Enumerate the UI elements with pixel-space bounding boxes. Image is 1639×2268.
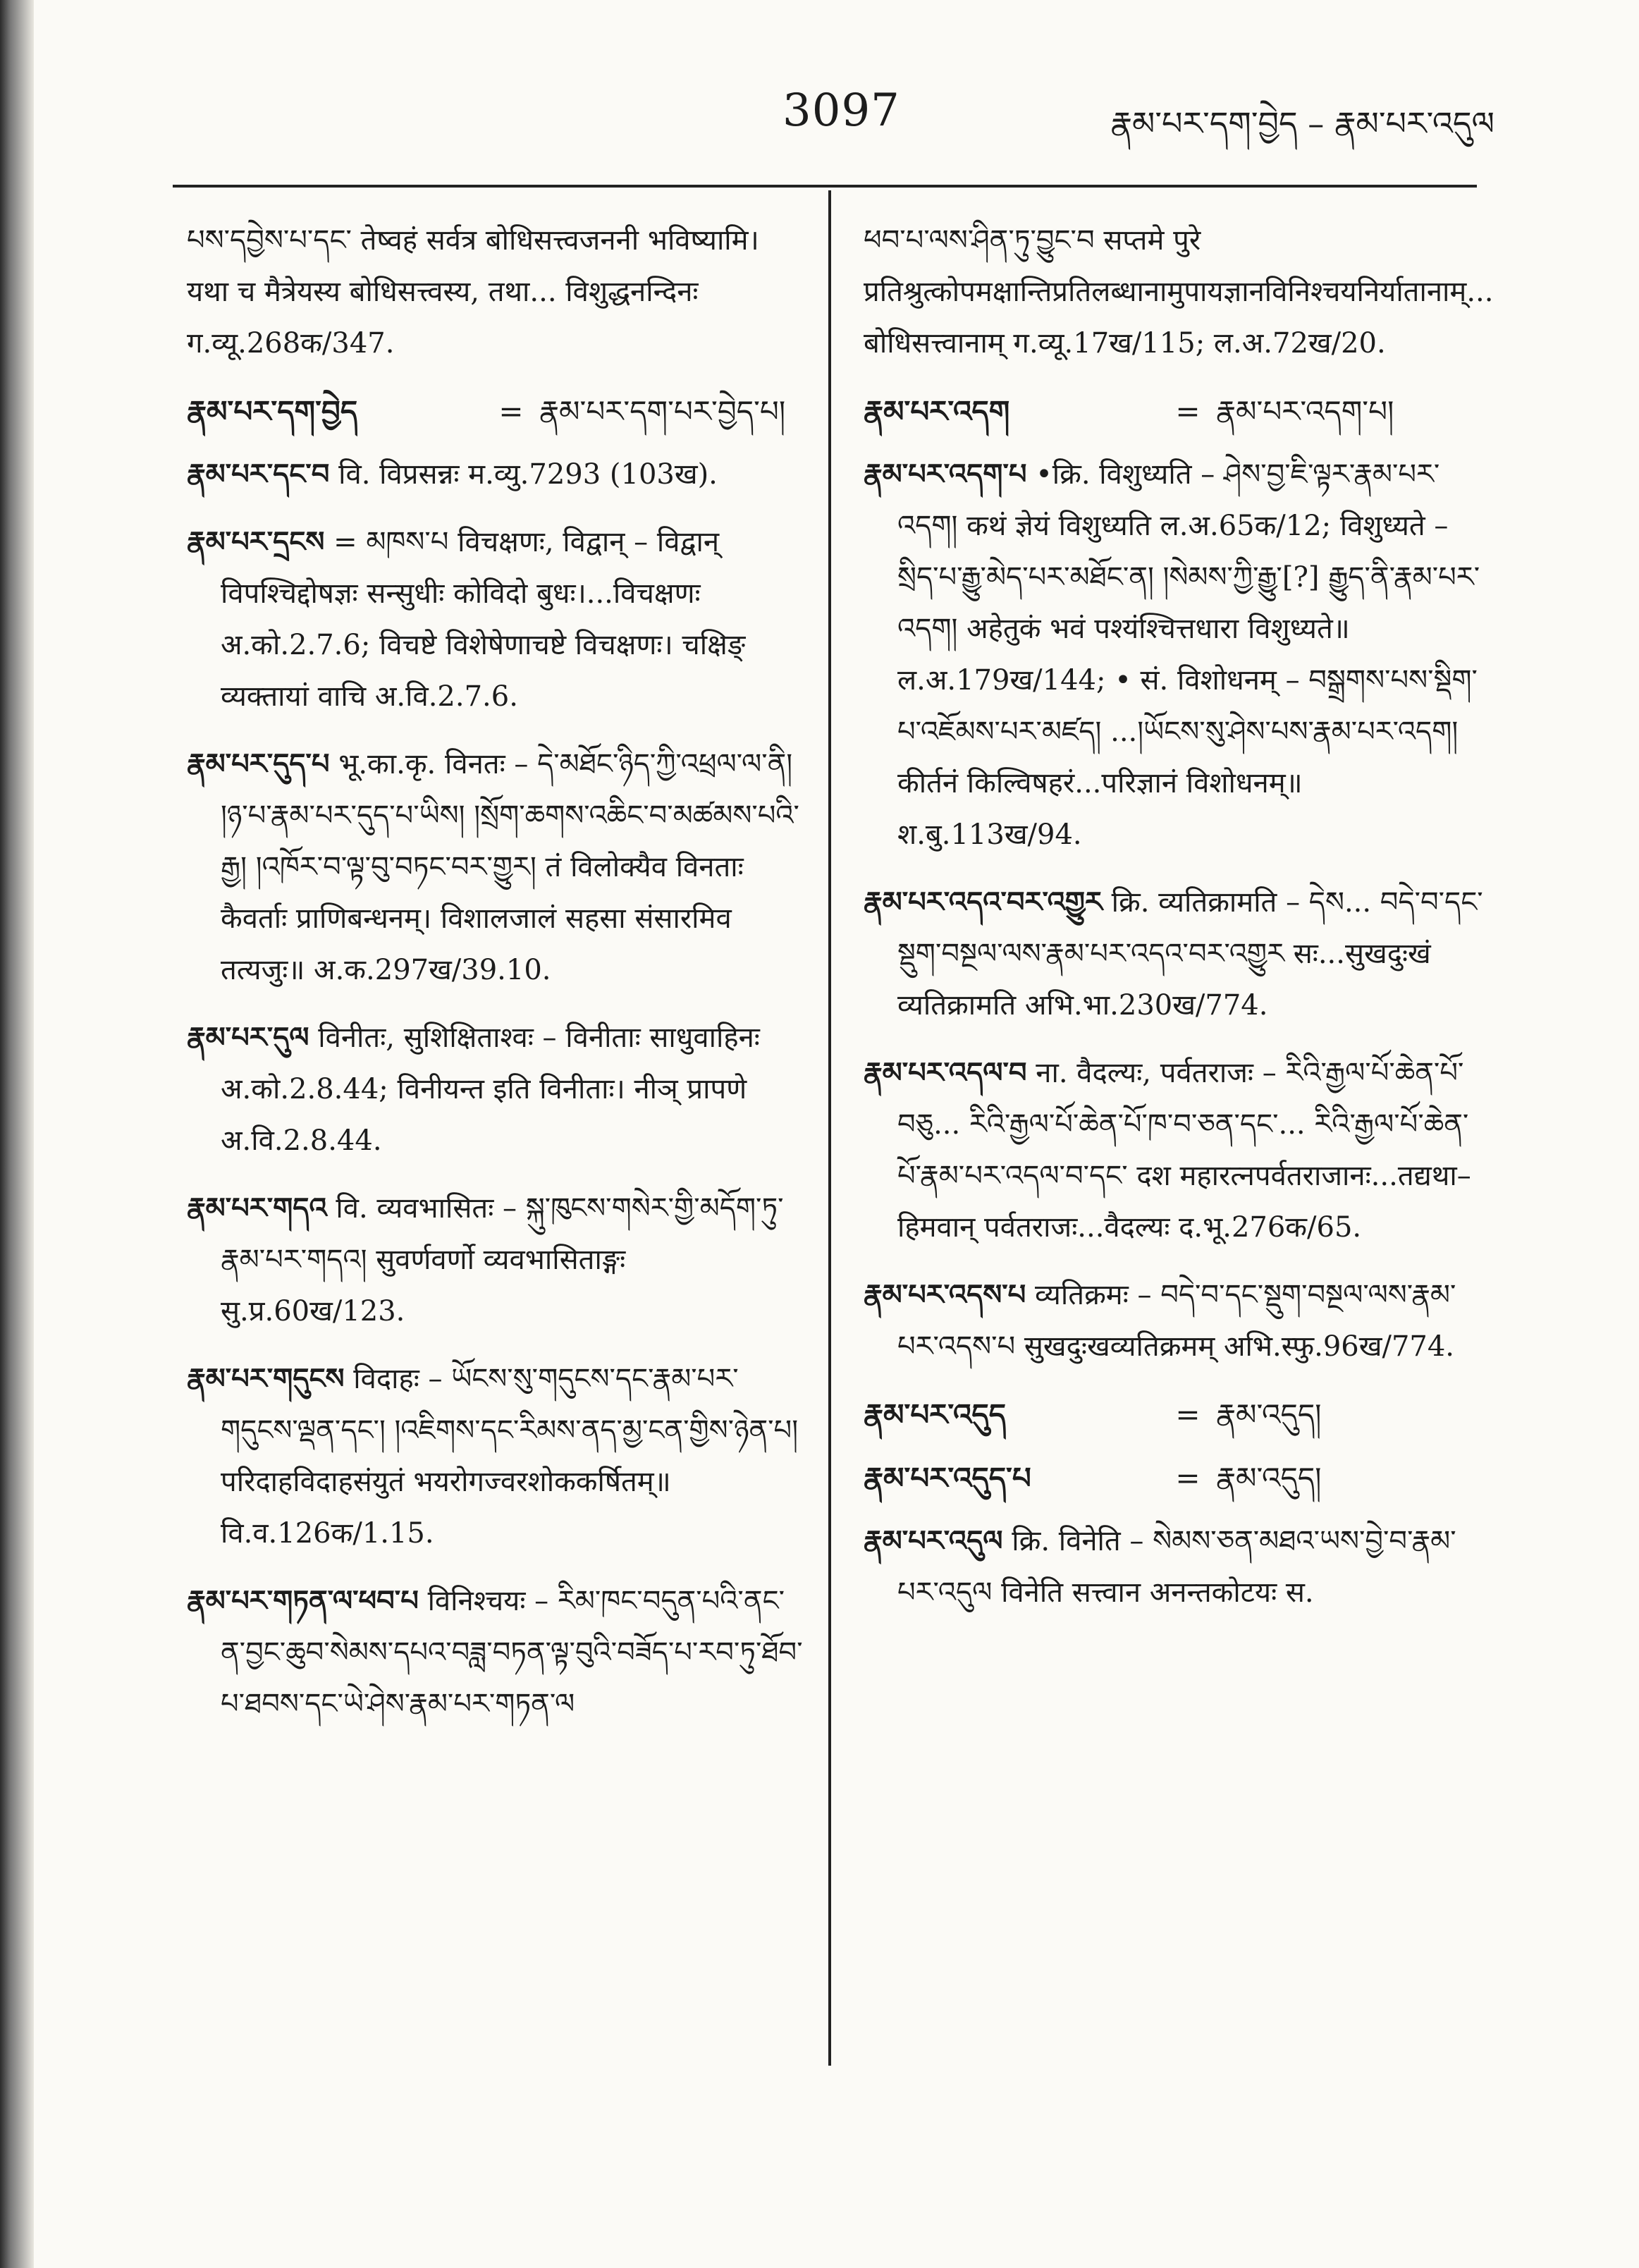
page-number: 3097 [782,85,900,137]
column-divider [828,190,831,2066]
entry-headword: རྣམ་པར་འདུད་པ [864,1461,1031,1495]
entry-headword: རྣམ་པར་འདག་པ [864,458,1027,491]
cross-reference-target: རྣམ་འདུད། [1216,1397,1322,1432]
cross-reference-entry [187,385,807,439]
equals-sign: = [1175,1397,1201,1432]
entry-definition: विदाहः – ཡོངས་སུ་གདུངས་དང་རྣམ་པར་གདུངས་ལྡན་དང་། །འཇིགས་དང་རིམས་ནད་མྱ་ངན་གྱིས་ཉེན་པ། परिदाहविदाहसंयुतं भयरोगज्वरशोककर्षितम्॥ वि.व.126क/1.15. [221,1363,799,1550]
dictionary-entry [187,738,807,996]
entry-paragraph [187,1575,807,1730]
entry-definition: क्रि. विनेति – སེམས་ཅན་མཐའ་ཡས་བྱེ་བ་རྣམ་པར་འདུལ विनेति सत्त्वान अनन्तकोटयः स. [897,1525,1456,1609]
dictionary-entry [864,1515,1484,1619]
entry-paragraph [864,448,1484,861]
entry-definition: विनीतः, सुशिक्षिताश्वः – विनीताः साधुवाहिनः अ.को.2.8.44; विनीयन्त इति विनीताः। नीञ् प्रापणे अ.वि.2.8.44. [221,1022,760,1157]
entry-definition: व्यतिक्रमः – བདེ་བ་དང་སྡུག་བསྔལ་ལས་རྣམ་པར་འདས་པ सुखदुःखव्यतिक्रमम् अभि.स्फु.96ख/774. [897,1279,1456,1363]
entry-paragraph [187,1182,807,1337]
dictionary-entry [187,1012,807,1167]
cross-reference-target: རྣམ་འདུད། [1216,1461,1322,1495]
cross-reference-target: རྣམ་པར་དག་པར་བྱེད་པ། [539,394,786,429]
entry-headword: རྣམ་པར་གཏན་ལ་ཕབ་པ [187,1584,419,1617]
entry-headword: རྣམ་པར་འདུལ [864,1524,1003,1557]
entry-paragraph [187,1012,807,1167]
entry-headword: རྣམ་པར་དུལ [187,1021,309,1054]
entry-definition: = མཁས་པ विचक्षणः, विद्वान् – विद्वान् विपश्चिद्दोषज्ञः सन्सुधीः कोविदो बुधः।...विचक्षणः अ.को.2.7.6; विचष्टे विशेषेणाचष्टे विचक्षणः। चक्षिङ् व्यक्तायां वाचि अ.वि.2.7.6. [221,526,746,713]
entry-definition: क्रि. व्यतिक्रामति – དེས... བདེ་བ་དང་སྡུག་བསྔལ་ལས་རྣམ་པར་འདའ་བར་འགྱུར सः...सुखदुःखं व्यतिक्रामति अभि.भा.230ख/774. [897,886,1483,1022]
cross-reference-entry [864,1452,1484,1505]
entry-definition: भू.का.कृ. विनतः – དེ་མཐོང་ཉིད་ཀྱི་འཕྲལ་ལ་ནི། །ཉ་པ་རྣམ་པར་དུད་པ་ཡིས། །སྲོག་ཆགས་འཆིང་བ་མཚམས་པའི་རྒྱ། །འཁོར་བ་ལྟ་བུ་བཏང་བར་གྱུར། तं विलोक्यैव विनताः कैवर्ताः प्राणिबन्धनम्। विशालजालं सहसा संसारमिव तत्यजुः॥ अ.क.297ख/39.10. [221,748,799,986]
entry-text: པས་དབྱེས་པ་དང་ तेष्वहं सर्वत्र बोधिसत्त्वजननी भविष्यामि। यथा च मैत्रेयस्य बोधिसत्त्वस्य, तथा... विशुद्धनन्दिनः ग.व्यू.268क/347. [187,224,759,360]
cross-reference-entry [864,385,1484,439]
entry-paragraph [187,738,807,996]
entry-headword: རྣམ་པར་དག་བྱེད [187,394,358,429]
entry-headword: རྣམ་པར་དུད་པ [187,747,330,780]
entry-definition: वि. व्यवभासितः – སྐུ་ཁུངས་གསེར་གྱི་མདོག་ཏུ་རྣམ་པར་གདའ། सुवर्णवर्णो व्यवभासिताङ्गः सु.प्र.60ख/123. [221,1192,784,1328]
entry-headword: རྣམ་པར་འདས་པ [864,1278,1026,1311]
dictionary-entry [864,448,1484,861]
equals-sign: = [1175,394,1201,429]
entry-text: ཕབ་པ་ལས་ཤིན་ཏུ་བྱུང་བ सप्तमे पुरे प्रतिश्रुत्कोपमक्षान्तिप्रतिलब्धानामुपायज्ञानविनिश्चयनिर्यातानाम्... बोधिसत्त्वानाम् ग.व्यू.17ख/115; ल.अ.72ख/20. [864,224,1494,360]
running-head: རྣམ་པར་དག་བྱེད – རྣམ་པར་འདུལ [1110,104,1494,142]
entry-definition: •क्रि. विशुध्यति – ཤེས་བྱ་ཇི་ལྟར་རྣམ་པར་འདག། कथं ज्ञेयं विशुध्यति ल.अ.65क/12; विशुध्यते – སྲིད་པ་རྒྱུ་མེད་པར་མཐོང་ན། །སེམས་ཀྱི་རྒྱུ་[?] རྒྱུད་ནི་རྣམ་པར་འདག། अहेतुकं भवं पश्यंश्चित्तधारा विशुध्यते॥ ल.अ.179ख/144; • सं. विशोधनम् – བསྒྲགས་པས་སྡིག་པ་འཇོམས་པར་མཛད། ...།ཡོངས་སུ་ཤེས་པས་རྣམ་པར་འདག། कीर्तनं किल्विषहरं...परिज्ञानं विशोधनम्॥ श.बु.113ख/94. [897,458,1480,851]
dictionary-entry [187,1353,807,1559]
entry-definition: ना. वैदल्यः, पर्वतराजः – རིའི་རྒྱལ་པོ་ཆེན་པོ་བཅུ... རིའི་རྒྱལ་པོ་ཆེན་པོ་ཁ་བ་ཅན་དང་... རིའི་རྒྱལ་པོ་ཆེན་པོ་རྣམ་པར་འདལ་བ་དང་ दश महारत्नपर्वतराजानः...तद्यथा–हिमवान् पर्वतराजः...वैदल्यः द.भू.276क/65. [897,1057,1471,1244]
cross-reference-target: རྣམ་པར་འདག་པ། [1216,394,1394,429]
entry-definition: विनिश्चयः – རིམ་ཁང་བདུན་པའི་ནང་ན་བྱང་ཆུབ་སེམས་དཔའ་བཟླ་བཏན་ལྟ་བུའི་བཟོད་པ་རབ་ཏུ་ཐོབ་པ་ཐབས་དང་ཡེ་ཤེས་རྣམ་པར་གཏན་ལ [221,1585,803,1720]
left-column [187,215,807,1746]
entry-paragraph [864,1515,1484,1619]
entry-headword: རྣམ་པར་འདག [864,394,1010,429]
dictionary-entry [187,1182,807,1337]
entry-headword: རྣམ་པར་འདའ་བར་འགྱུར [864,885,1103,919]
dictionary-entry [864,1047,1484,1253]
scan-binding-edge [0,0,34,2268]
cross-reference-entry [864,1388,1484,1442]
equals-sign: = [1175,1461,1201,1495]
entry-headword: རྣམ་པར་དྲངས [187,525,325,558]
dictionary-entry [864,876,1484,1031]
entry-headword: རྣམ་པར་དང་བ [187,458,330,491]
dictionary-entry [187,1575,807,1730]
dictionary-entry [864,1269,1484,1373]
entry-paragraph [864,1269,1484,1373]
header-rule [173,185,1477,188]
dictionary-entry [187,448,807,501]
entry-headword: རྣམ་པར་འདུད [864,1397,1007,1432]
equals-sign: = [498,394,524,429]
continued-entry [864,215,1494,369]
entry-headword: རྣམ་པར་གདུངས [187,1362,345,1395]
entry-paragraph [187,1353,807,1559]
entry-paragraph [187,448,807,501]
entry-paragraph [864,1047,1484,1253]
entry-definition: वि. विप्रसन्नः म.व्यु.7293 (103ख). [338,458,718,491]
continued-entry [187,215,807,369]
entry-headword: རྣམ་པར་འདལ་བ [864,1056,1027,1089]
entry-paragraph [864,876,1484,1031]
entry-paragraph [187,516,807,723]
right-column [864,215,1494,1634]
dictionary-entry [187,516,807,723]
entry-headword: རྣམ་པར་གདའ [187,1191,327,1225]
